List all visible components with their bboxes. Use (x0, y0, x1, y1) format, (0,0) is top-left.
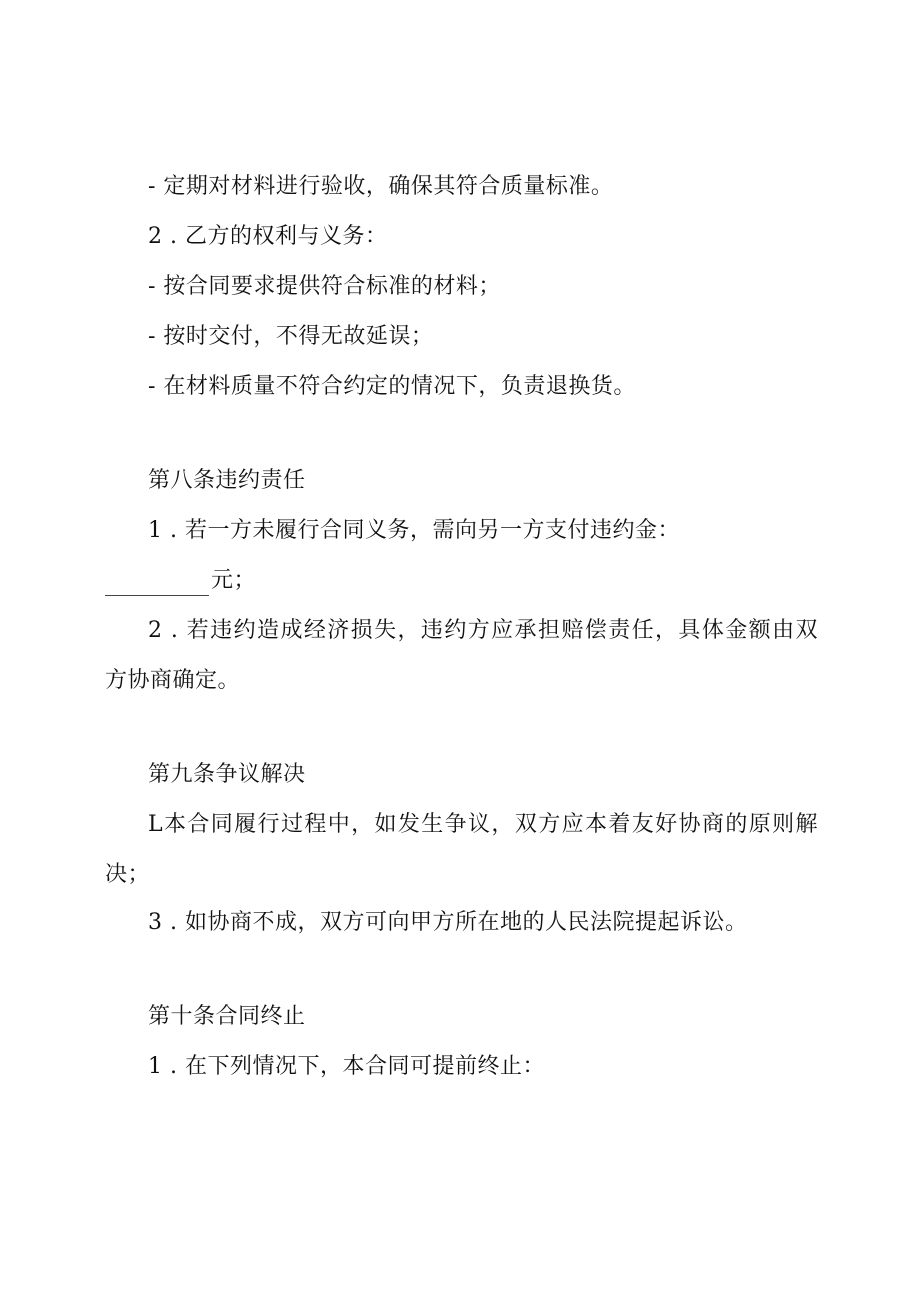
clause-text-dispute: L本合同履行过程中，如发生争议，双方应本着友好协商的原则解 (148, 812, 818, 837)
clause-text-penalty: 1 . 若一方未履行合同义务，需向另一方支付违约金： (148, 518, 680, 543)
clause-party-b-rights: 2 . 乙方的权利与义务： (148, 224, 388, 249)
clause-text-on-time-delivery: - 按时交付，不得无故延误； (148, 324, 434, 349)
article-9-heading: 第九条争议解决 (148, 762, 306, 787)
clause-text-provide-materials: - 按合同要求提供符合标准的材料； (148, 274, 501, 299)
clause-text-dispute-cont: 决； (105, 862, 151, 887)
clause-text-termination: 1 . 在下列情况下，本合同可提前终止： (148, 1054, 545, 1079)
penalty-amount-blank (105, 573, 209, 596)
article-8-heading: 第八条违约责任 (148, 468, 306, 493)
clause-text-damages-cont: 方协商确定。 (105, 668, 241, 693)
clause-text-litigation: 3 . 如协商不成，双方可向甲方所在地的人民法院提起诉讼。 (148, 910, 748, 935)
penalty-amount-line (105, 566, 256, 596)
clause-text-inspection: - 定期对材料进行验收，确保其符合质量标准。 (148, 174, 614, 199)
clause-text-return-exchange: - 在材料质量不符合约定的情况下，负责退换货。 (148, 374, 636, 399)
penalty-unit: 元； (211, 568, 257, 593)
article-10-heading: 第十条合同终止 (148, 1004, 306, 1029)
clause-text-damages: 2 . 若违约造成经济损失，违约方应承担赔偿责任，具体金额由双 (148, 618, 818, 643)
